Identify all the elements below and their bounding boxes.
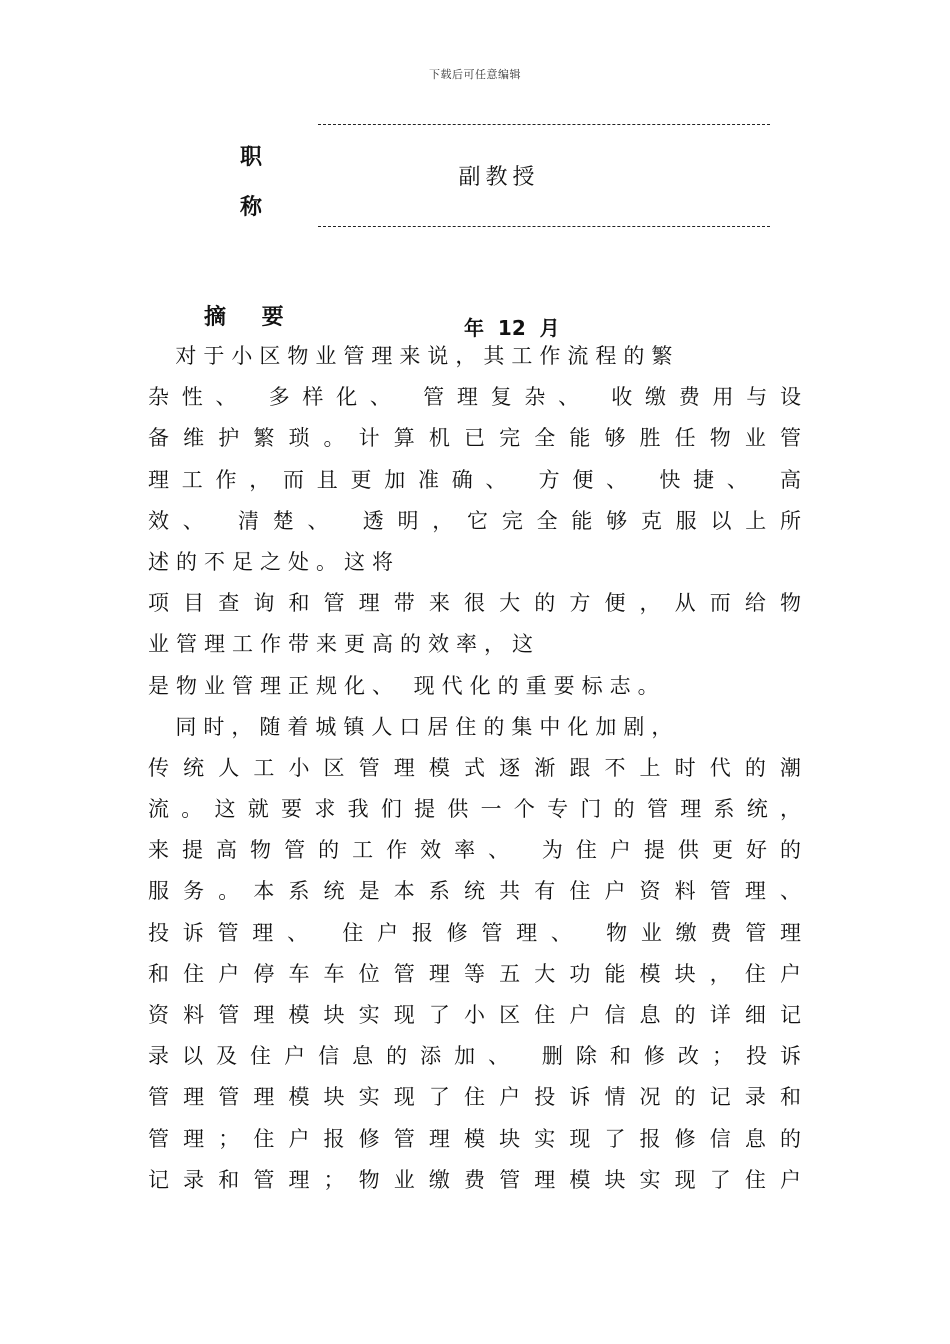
title-label-char: 称 xyxy=(239,195,262,220)
abstract-line: 服务。本系统是本系统共有住户资料管理、 xyxy=(148,879,808,904)
abstract-line: 投诉管理、 住户报修管理、 物业缴费管理 xyxy=(148,920,808,945)
header-note: 下载后可任意编辑 xyxy=(429,68,521,81)
abstract-line: 资料管理模块实现了小区住户信息的详细记 xyxy=(148,1003,808,1027)
abstract-line: 述的不足之处。这将 xyxy=(148,549,400,574)
abstract-line: 传统人工小区管理模式逐渐跟不上时代的潮 xyxy=(148,755,808,780)
divider-bottom xyxy=(318,226,770,227)
abstract-line: 录以及住户信息的添加、 删除和修改；投诉 xyxy=(148,1044,808,1069)
abstract-line: 来提高物管的工作效率、 为住户提供更好的 xyxy=(148,838,808,863)
abstract-line: 对于小区物业管理来说，其工作流程的繁 xyxy=(148,344,680,368)
title-label xyxy=(236,133,266,233)
abstract-line: 同时，随着城镇人口居住的集中化加剧， xyxy=(148,714,680,739)
abstract-line: 和住户停车车位管理等五大功能模块，住户 xyxy=(148,961,808,986)
abstract-body xyxy=(148,336,808,1201)
abstract-line: 效、 清楚、 透明，它完全能够克服以上所 xyxy=(148,508,808,533)
title-value: 副教授 xyxy=(458,165,540,190)
abstract-line: 理工作，而且更加准确、 方便、 快捷、 高 xyxy=(148,467,808,492)
abstract-line: 记录和管理；物业缴费管理模块实现了住户 xyxy=(148,1167,808,1192)
abstract-line: 业管理工作带来更高的效率，这 xyxy=(148,632,540,657)
abstract-line: 管理；住户报修管理模块实现了报修信息的 xyxy=(148,1126,808,1151)
divider-top xyxy=(318,124,770,125)
abstract-line: 项目查询和管理带来很大的方便，从而给物 xyxy=(148,591,808,616)
title-label-char: 职 xyxy=(239,145,262,170)
abstract-line: 是物业管理正规化、 现代化的重要标志。 xyxy=(148,673,666,698)
abstract-heading: 摘 要 xyxy=(204,305,298,330)
abstract-line: 备维护繁琐。计算机已完全能够胜任物业管 xyxy=(148,426,808,451)
abstract-line: 杂性、 多样化、 管理复杂、 收缴费用与设 xyxy=(148,385,808,410)
abstract-line: 流。这就要求我们提供一个专门的管理系统， xyxy=(148,797,808,822)
abstract-line: 管理管理模块实现了住户投诉情况的记录和 xyxy=(148,1085,808,1110)
date-line: 年 12 月 xyxy=(464,316,560,340)
